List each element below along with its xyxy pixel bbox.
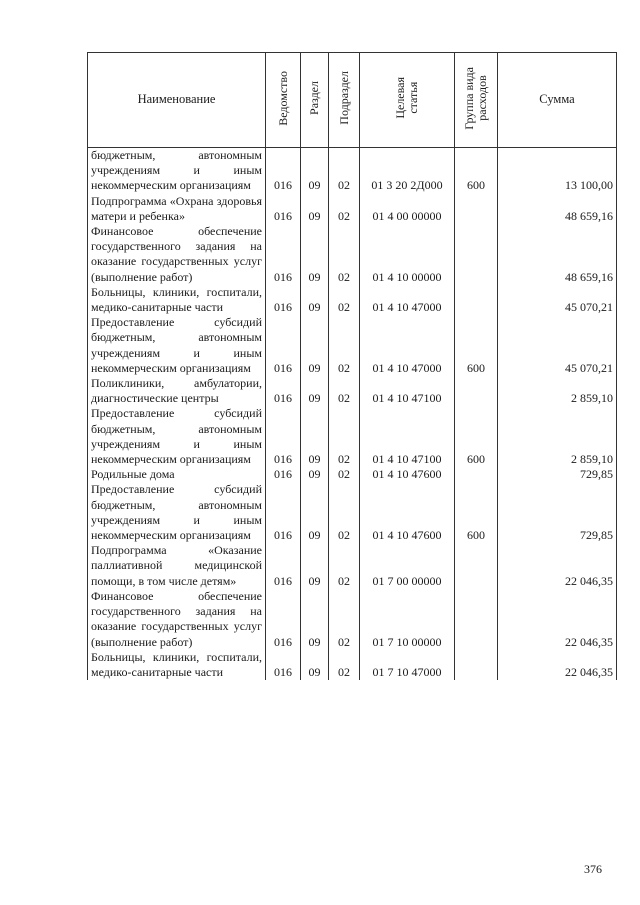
- row-celevaya: 01 3 20 2Д000: [360, 148, 455, 194]
- header-vedomstvo: Ведомство: [266, 53, 301, 148]
- row-vedomstvo: 016: [266, 194, 301, 224]
- table-row: [88, 589, 617, 650]
- table-row: [88, 467, 617, 482]
- row-gruppa: [455, 224, 498, 285]
- table-row: [88, 285, 617, 315]
- row-podrazdel: 02: [329, 467, 360, 482]
- row-summa: 22 046,35: [498, 543, 617, 589]
- row-vedomstvo: 016: [266, 467, 301, 482]
- row-podrazdel: 02: [329, 589, 360, 650]
- row-razdel: 09: [301, 543, 329, 589]
- header-name: Наименование: [88, 53, 266, 148]
- row-summa: 22 046,35: [498, 589, 617, 650]
- row-podrazdel: 02: [329, 224, 360, 285]
- row-podrazdel: 02: [329, 148, 360, 194]
- row-gruppa: [455, 650, 498, 680]
- row-podrazdel: 02: [329, 315, 360, 376]
- row-vedomstvo: 016: [266, 315, 301, 376]
- row-vedomstvo: 016: [266, 376, 301, 406]
- row-celevaya: 01 4 10 47000: [360, 315, 455, 376]
- row-podrazdel: 02: [329, 406, 360, 467]
- row-name: Финансовое обеспечение государственного задания на оказание государственных услуг (выполнение работ): [88, 589, 266, 650]
- row-celevaya: 01 4 10 47600: [360, 467, 455, 482]
- header-summa: Сумма: [498, 53, 617, 148]
- row-name: бюджетным, автономным учреждениям и иным некоммерческим организациям: [88, 148, 266, 194]
- row-razdel: 09: [301, 482, 329, 543]
- budget-table: [87, 52, 617, 680]
- row-name: Предоставление субсидий бюджетным, автономным учреждениям и иным некоммерческим организациям: [88, 315, 266, 376]
- table-row: [88, 224, 617, 285]
- row-podrazdel: 02: [329, 285, 360, 315]
- row-gruppa: [455, 467, 498, 482]
- table-row: [88, 376, 617, 406]
- row-vedomstvo: 016: [266, 589, 301, 650]
- table-row: [88, 194, 617, 224]
- row-razdel: 09: [301, 315, 329, 376]
- row-summa: 45 070,21: [498, 315, 617, 376]
- table-row: [88, 406, 617, 467]
- row-razdel: 09: [301, 194, 329, 224]
- row-vedomstvo: 016: [266, 543, 301, 589]
- row-gruppa: 600: [455, 315, 498, 376]
- row-summa: 13 100,00: [498, 148, 617, 194]
- row-vedomstvo: 016: [266, 482, 301, 543]
- table-row: [88, 543, 617, 589]
- row-celevaya: 01 4 10 00000: [360, 224, 455, 285]
- row-celevaya: 01 4 10 47100: [360, 376, 455, 406]
- row-vedomstvo: 016: [266, 148, 301, 194]
- row-celevaya: 01 4 10 47000: [360, 285, 455, 315]
- row-razdel: 09: [301, 467, 329, 482]
- row-vedomstvo: 016: [266, 650, 301, 680]
- row-razdel: 09: [301, 650, 329, 680]
- header-podrazdel: Подраздел: [329, 53, 360, 148]
- row-vedomstvo: 016: [266, 406, 301, 467]
- row-gruppa: [455, 376, 498, 406]
- row-celevaya: 01 4 00 00000: [360, 194, 455, 224]
- row-celevaya: 01 4 10 47600: [360, 482, 455, 543]
- table-row: [88, 482, 617, 543]
- row-gruppa: 600: [455, 148, 498, 194]
- row-razdel: 09: [301, 376, 329, 406]
- row-name: Предоставление субсидий бюджетным, автономным учреждениям и иным некоммерческим организациям: [88, 406, 266, 467]
- row-summa: 2 859,10: [498, 376, 617, 406]
- row-podrazdel: 02: [329, 376, 360, 406]
- header-celevaya: Целевая статья: [360, 53, 455, 148]
- table-row: [88, 650, 617, 680]
- table-header-row: [88, 53, 617, 148]
- row-celevaya: 01 7 10 00000: [360, 589, 455, 650]
- row-summa: 48 659,16: [498, 224, 617, 285]
- row-name: Подпрограмма «Оказание паллиативной медицинской помощи, в том числе детям»: [88, 543, 266, 589]
- row-summa: 2 859,10: [498, 406, 617, 467]
- header-razdel: Раздел: [301, 53, 329, 148]
- row-summa: 22 046,35: [498, 650, 617, 680]
- row-razdel: 09: [301, 285, 329, 315]
- table-row: [88, 315, 617, 376]
- row-podrazdel: 02: [329, 650, 360, 680]
- row-vedomstvo: 016: [266, 285, 301, 315]
- row-podrazdel: 02: [329, 482, 360, 543]
- row-name: Больницы, клиники, госпитали, медико-санитарные части: [88, 285, 266, 315]
- row-razdel: 09: [301, 406, 329, 467]
- header-gruppa: Группа вида расходов: [455, 53, 498, 148]
- row-gruppa: 600: [455, 482, 498, 543]
- row-name: Больницы, клиники, госпитали, медико-санитарные части: [88, 650, 266, 680]
- row-razdel: 09: [301, 148, 329, 194]
- row-vedomstvo: 016: [266, 224, 301, 285]
- row-celevaya: 01 4 10 47100: [360, 406, 455, 467]
- row-name: Финансовое обеспечение государственного задания на оказание государственных услуг (выполнение работ): [88, 224, 266, 285]
- table-row: [88, 148, 617, 194]
- row-celevaya: 01 7 10 47000: [360, 650, 455, 680]
- row-razdel: 09: [301, 589, 329, 650]
- row-name: Родильные дома: [88, 467, 266, 482]
- row-name: Подпрограмма «Охрана здоровья матери и ребенка»: [88, 194, 266, 224]
- row-name: Предоставление субсидий бюджетным, автономным учреждениям и иным некоммерческим организациям: [88, 482, 266, 543]
- row-celevaya: 01 7 00 00000: [360, 543, 455, 589]
- row-gruppa: [455, 589, 498, 650]
- row-podrazdel: 02: [329, 543, 360, 589]
- page-number: 376: [584, 862, 602, 876]
- row-podrazdel: 02: [329, 194, 360, 224]
- row-gruppa: 600: [455, 406, 498, 467]
- row-gruppa: [455, 285, 498, 315]
- row-summa: 48 659,16: [498, 194, 617, 224]
- table-body: [88, 148, 617, 681]
- row-gruppa: [455, 194, 498, 224]
- row-summa: 729,85: [498, 467, 617, 482]
- row-summa: 45 070,21: [498, 285, 617, 315]
- row-gruppa: [455, 543, 498, 589]
- row-razdel: 09: [301, 224, 329, 285]
- row-summa: 729,85: [498, 482, 617, 543]
- row-name: Поликлиники, амбулатории, диагностические центры: [88, 376, 266, 406]
